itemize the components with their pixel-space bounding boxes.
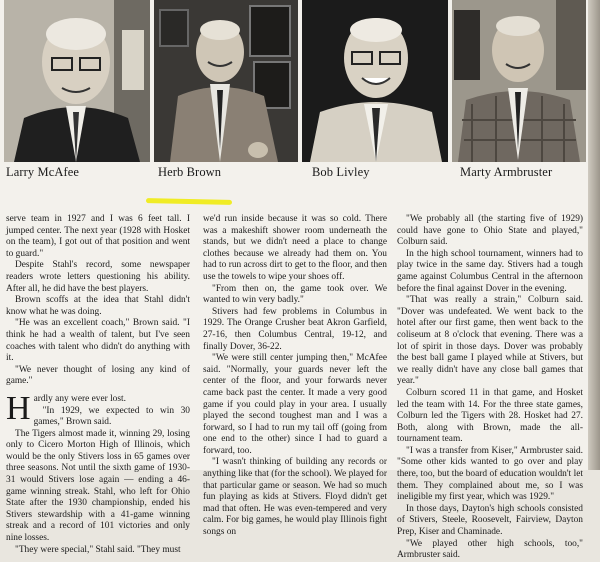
paragraph: "That was really a strain," Colburn said. "Dover was undefeated. We went back to the hotel after our first game, then went back to the coliseum at 8 o'clock that evening. There was a lot of spirit in those days. Dover was probably the best ball game I played while at Stivers, but we really didn't have any close ball games that year."	[397, 295, 583, 387]
paragraph: "I was a transfer from Kiser," Armbruster said. "Some other kids wanted to go over and play there, too, but the board of education wouldn't let them. They complained about me, so I was ineligible my first year, which was 1929."	[397, 445, 583, 503]
caption-marty-armbruster: Marty Armbruster	[460, 165, 553, 179]
drop-cap: H	[6, 389, 31, 427]
paragraph: "From then on, the game took over. We wanted to win very badly."	[203, 283, 387, 306]
paragraph: "We probably all (the starting five of 1929) could have gone to Ohio State and played," Colburn said.	[397, 214, 583, 248]
paragraph: "They were special," Stahl said. "They must	[15, 544, 181, 555]
paragraph: Colburn scored 11 in that game, and Hosket led the team with 14. For the three state games, Colburn led the Tigers with 28. Hosket had 27. Both, along with Brown, made the all-tournament team.	[397, 387, 583, 445]
photo-larry-mcafee	[4, 0, 150, 162]
paragraph: "We were still center jumping then," McAfee said. "Normally, your guards never left the center of the floor, and your forwards never came back past the center. It made a very good game if you could play in your area. I usually played the second toughest man and I was a forward, so I had to run my tail off (going from one end to the other) since I had to guard a forward, too.	[203, 353, 387, 456]
article-column-2	[203, 214, 387, 538]
paragraph: Brown scoffs at the idea that Stahl didn't know what he was doing.	[6, 295, 190, 317]
photo-herb-brown	[154, 0, 298, 162]
article-column-1	[6, 214, 190, 555]
paragraph-text: ardly any were ever lost.	[33, 393, 126, 404]
highlighter-mark	[146, 198, 232, 205]
portrait-image	[154, 0, 298, 162]
paragraph: serve team in 1927 and I was 6 feet tall. I jumped center. The next year (1928 with Hosket on the team), I got out of that position and went to guard."	[6, 214, 190, 259]
paragraph: The Tigers almost made it, winning 29, losing only to Cicero Morton High of Illinois, which would be the only Stivers loss in 65 games over three seasons. Not until the sixth game of 1930-31 would Stivers lose again — ending a 46-game winning streak. Stahl, who left for Ohio State after the 1930 championship, ended his Stivers stewardship with a 41-game winning streak and a record of 101 victories and only nine losses.	[6, 428, 190, 544]
portrait-image	[452, 0, 586, 162]
paragraph: In those days, Dayton's high schools consisted of Stivers, Steele, Roosevelt, Fairview, Dayton Prep, Kiser and Chaminade.	[397, 503, 583, 538]
article-column-3	[397, 214, 583, 561]
portrait-image	[302, 0, 448, 162]
paragraph: "We never thought of losing any kind of game."	[6, 364, 190, 387]
paragraph: "He was an excellent coach," Brown said. "I think he had a wealth of talent, but I've seen coaches with talent who didn't do anything with it.	[6, 318, 190, 364]
caption-larry-mcafee: Larry McAfee	[6, 165, 80, 179]
paragraph: we'd run inside because it was so cold. There was a makeshift shower room underneath the stands, but we didn't need a place to change clothes because we already had them on. You had to run across dirt to get to the floor, and then use the towels to wipe your shoes off.	[203, 214, 387, 282]
page-binding-edge	[588, 0, 600, 470]
caption-bob-livley: Bob Livley	[312, 165, 370, 179]
paragraph: "I wasn't thinking of building any records or anything like that (for the school). We played for that particular game or season. We had so much fun playing as kids at Stivers. Floyd didn't get mad that often. He was even-tempered and very calm. For big games, he would play Illinois fight songs on	[203, 457, 387, 538]
paragraph: "In 1929, we expected to win 30 games," Brown said.	[33, 405, 190, 428]
portrait-image	[4, 0, 150, 162]
paragraph: "We played other high schools, too," Armbruster said.	[397, 538, 583, 561]
paragraph: Stivers had few problems in Columbus in 1929. The Orange Crusher beat Akron Garfield, 27-16, then Columbus Central, 19-12, and finally Dover, 36-22.	[203, 306, 387, 352]
photo-marty-armbruster	[452, 0, 586, 162]
photo-bob-livley	[302, 0, 448, 162]
caption-herb-brown: Herb Brown	[158, 165, 222, 179]
paragraph: In the high school tournament, winners had to play twice in the same day. Stivers had a tough game against Columbus Central in the afternoon before the final against Dover in the evening.	[397, 248, 583, 294]
paragraph: Despite Stahl's record, some newspaper readers wrote letters questioning his ability. After all, he did have the best players.	[6, 260, 190, 294]
